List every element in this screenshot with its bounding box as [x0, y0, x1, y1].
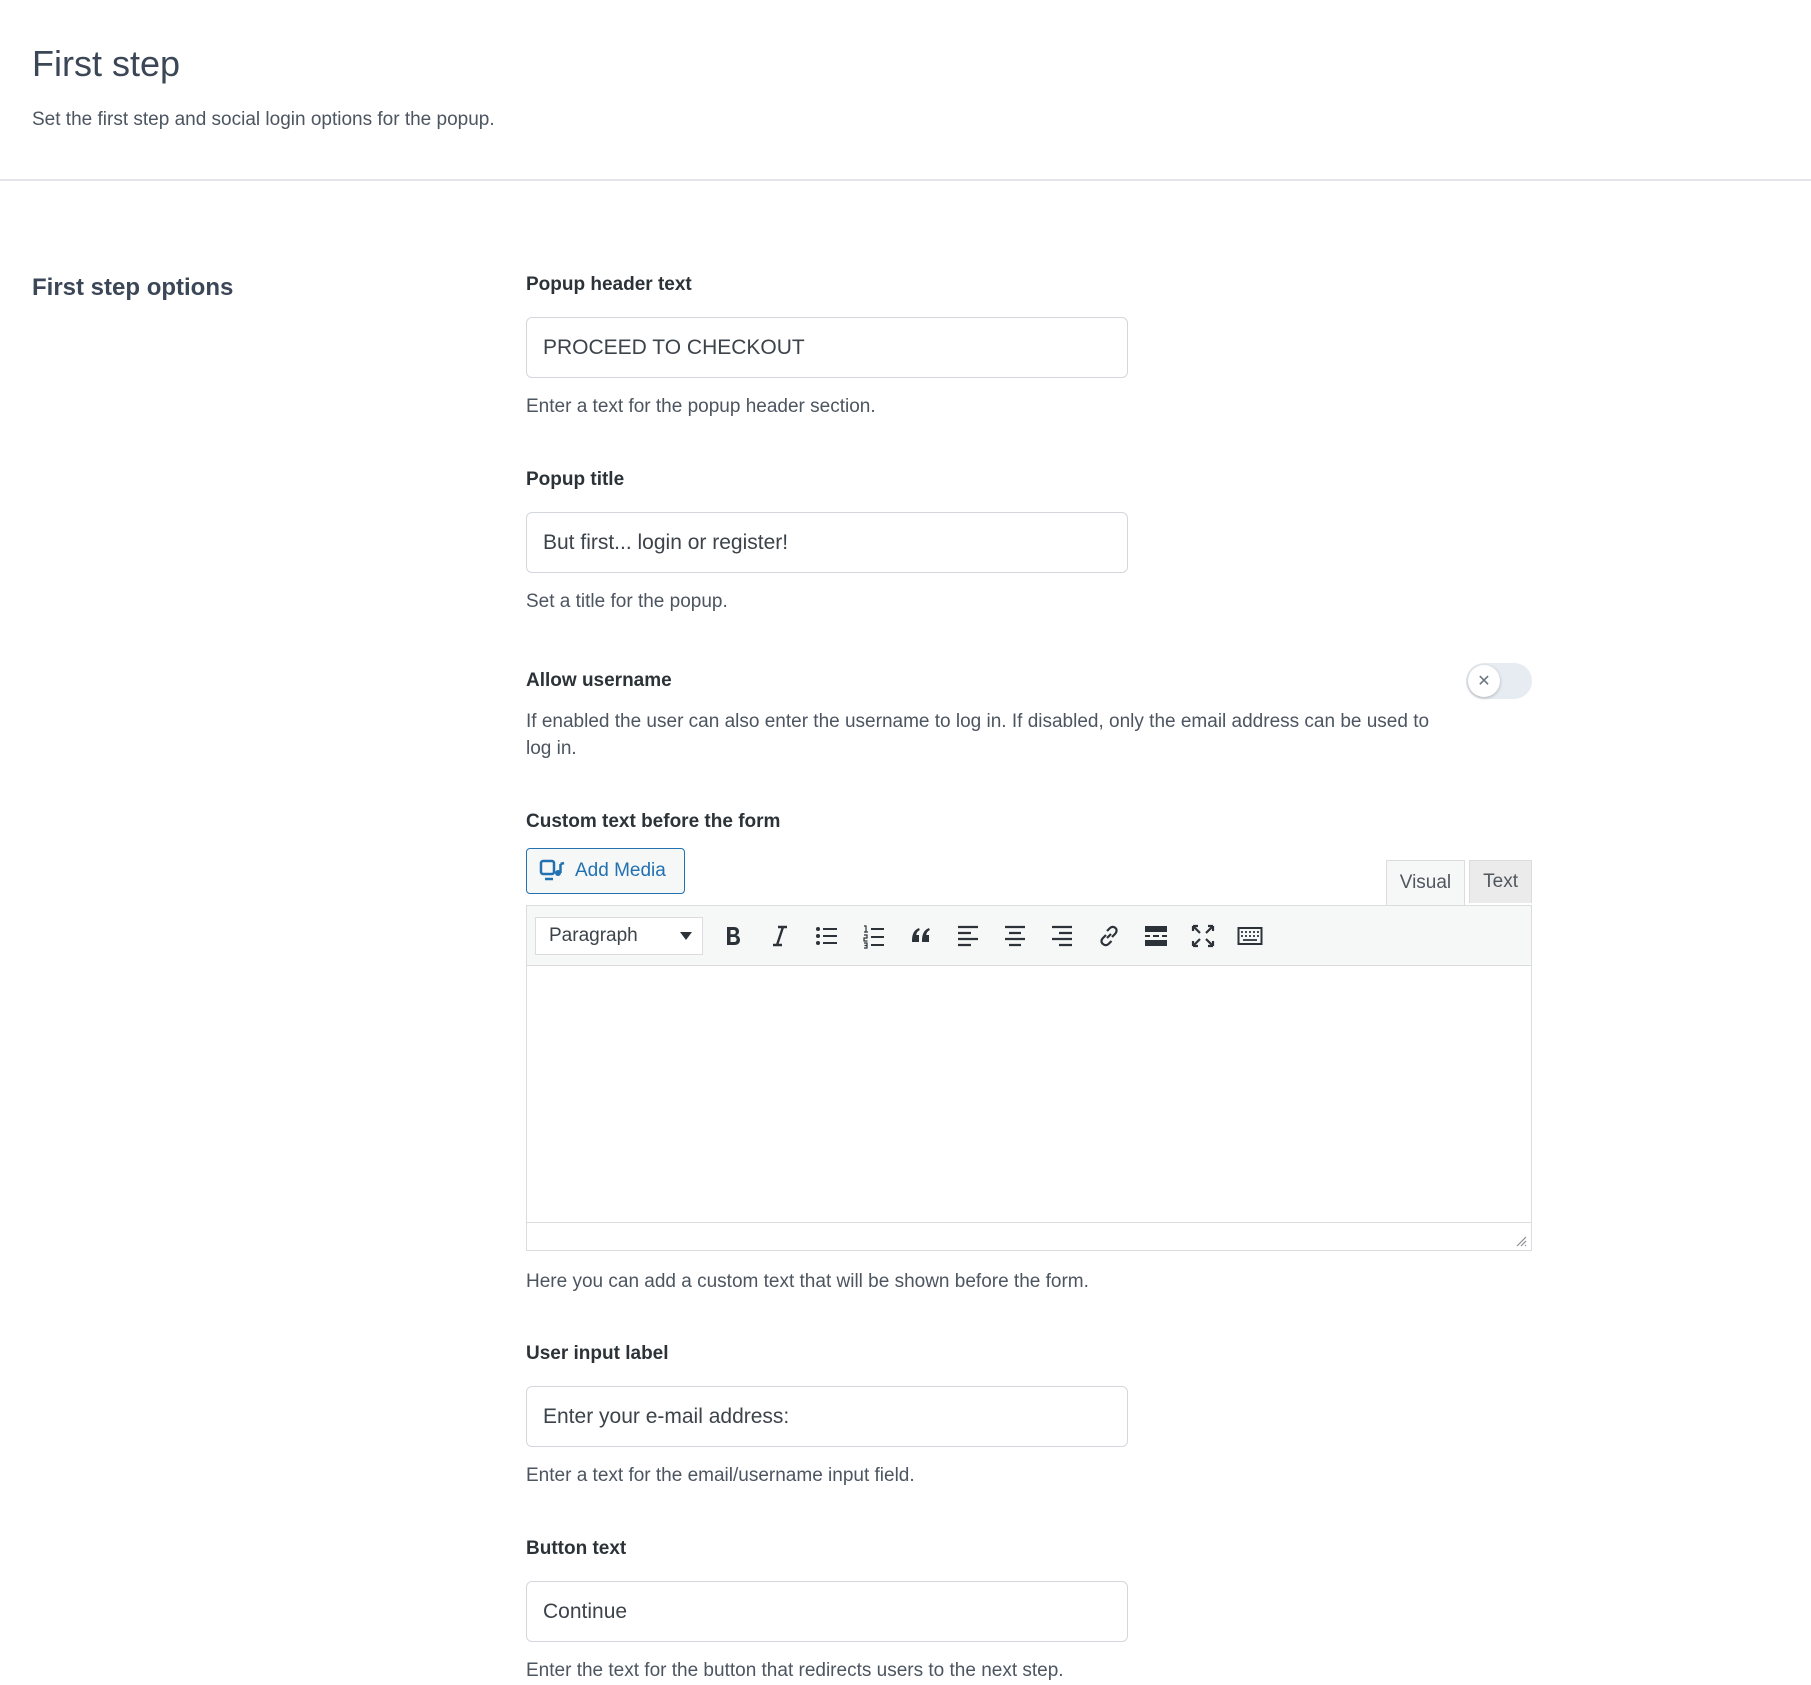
- tab-visual[interactable]: Visual: [1386, 860, 1465, 905]
- editor-box: [526, 905, 1532, 1251]
- custom-text-help: Here you can add a custom text that will be shown before the form.: [526, 1271, 1089, 1292]
- toolbar-toggle-icon[interactable]: [1232, 918, 1268, 954]
- page-description: Set the first step and social login options for the popup.: [32, 109, 495, 130]
- add-media-button[interactable]: [526, 848, 685, 894]
- numbered-list-icon[interactable]: [856, 918, 892, 954]
- user-input-label-input[interactable]: [526, 1386, 1128, 1447]
- rich-text-editor: [526, 848, 1532, 1251]
- allow-username-toggle[interactable]: [1466, 663, 1532, 699]
- popup-header-help: Enter a text for the popup header section.: [526, 396, 876, 417]
- fullscreen-icon[interactable]: [1185, 918, 1221, 954]
- popup-title-help: Set a title for the popup.: [526, 591, 728, 612]
- media-icon: [539, 858, 565, 884]
- allow-username-help: If enabled the user can also enter the username to log in. If disabled, only the email address can be used to log in.: [526, 711, 1430, 759]
- read-more-icon[interactable]: [1138, 918, 1174, 954]
- custom-text-field: [526, 810, 1532, 1295]
- button-text-label: Button text: [526, 1538, 627, 1559]
- editor-tabs: [1386, 860, 1532, 905]
- popup-title-input[interactable]: [526, 512, 1128, 573]
- align-right-icon[interactable]: [1044, 918, 1080, 954]
- align-left-icon[interactable]: [950, 918, 986, 954]
- popup-title-field: [526, 468, 1532, 615]
- button-text-input[interactable]: [526, 1581, 1128, 1642]
- tab-text[interactable]: Text: [1469, 860, 1532, 903]
- button-text-help: Enter the text for the button that redirects users to the next step.: [526, 1660, 1064, 1681]
- editor-top-bar: [526, 848, 1532, 905]
- blockquote-icon[interactable]: [903, 918, 939, 954]
- bulleted-list-icon[interactable]: [809, 918, 845, 954]
- page-header: [0, 0, 1811, 181]
- user-input-label-help: Enter a text for the email/username input field.: [526, 1465, 915, 1486]
- popup-title-label: Popup title: [526, 469, 625, 490]
- chevron-down-icon: [680, 932, 692, 940]
- bold-icon[interactable]: [715, 918, 751, 954]
- italic-icon[interactable]: [762, 918, 798, 954]
- custom-text-label: Custom text before the form: [526, 811, 781, 832]
- popup-header-field: [526, 273, 1532, 420]
- first-step-options-section: [0, 181, 1811, 1684]
- align-center-icon[interactable]: [997, 918, 1033, 954]
- allow-username-row: [526, 663, 1532, 699]
- add-media-label: Add Media: [575, 860, 666, 881]
- link-icon[interactable]: [1091, 918, 1127, 954]
- page-title: First step: [32, 43, 181, 84]
- allow-username-field: [526, 663, 1532, 762]
- format-select[interactable]: [535, 917, 703, 955]
- user-input-label-field: [526, 1342, 1532, 1489]
- popup-header-label: Popup header text: [526, 274, 692, 295]
- toggle-off-icon: ✕: [1468, 665, 1500, 697]
- section-title: First step options: [32, 274, 234, 301]
- allow-username-label: Allow username: [526, 670, 672, 691]
- editor-status-bar: [527, 1222, 1531, 1250]
- editor-content-area[interactable]: [527, 966, 1531, 1222]
- popup-header-input[interactable]: [526, 317, 1128, 378]
- format-select-value: Paragraph: [549, 924, 638, 946]
- user-input-label-label: User input label: [526, 1343, 669, 1364]
- fields-column: [526, 273, 1532, 1684]
- resize-handle-icon[interactable]: [1513, 1233, 1527, 1247]
- editor-toolbar: [527, 906, 1531, 966]
- button-text-field: [526, 1537, 1532, 1684]
